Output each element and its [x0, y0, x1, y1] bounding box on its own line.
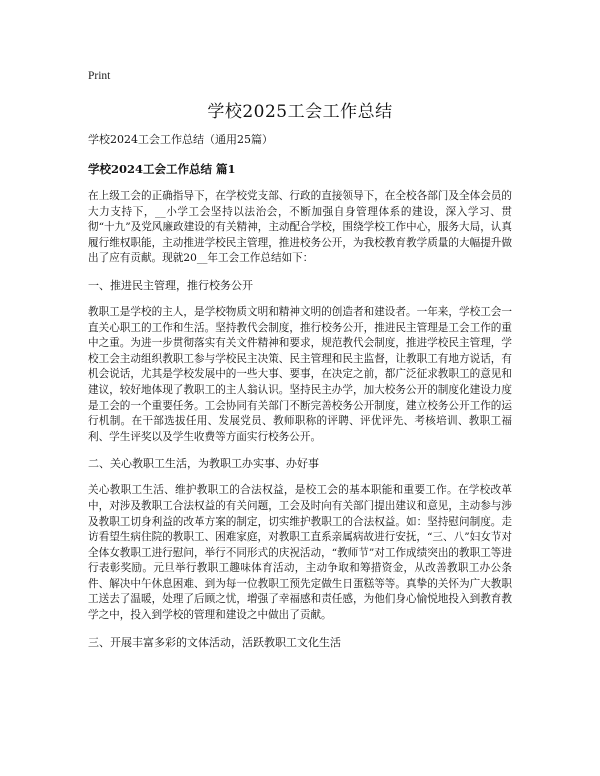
section-heading: 学校2024工会工作总结 篇1: [88, 162, 236, 176]
document-subtitle: 学校2024工会工作总结（通用25篇）: [88, 133, 273, 146]
document-title: 学校2025工会工作总结: [207, 102, 393, 122]
print-link[interactable]: Print: [88, 70, 111, 82]
paragraph-staff-welfare: 关心教职工生活、维护教职工的合法权益，是校工会的基本职能和重要工作。在学校改革中，对涉及教职工合法权益的有关问题，工会及时向有关部门提出建议和意见，主动参与涉及教职工切身利益的改革方案的制定，切实维护教职工的合法权益。如：坚持慰问制度。走访看望生病住院的教职工、困难家庭，对教职工直系亲属病故进行安抚，“三、八”妇女节对全体女教职工进行慰问，举行不同形式的庆祝活动，“教师节”对工作成绩突出的教职工等进行表彰奖励。元旦举行教职工趣味体育活动，主动争取和筹措资金，从改善教职工办公条件、解决中午休息困难、到为每一位教职工预先定做生日蛋糕等等。真挚的关怀为广大教职工送去了温暖，处理了后顾之忧，增强了幸福感和责任感，为他们身心愉悦地投入到教育教学之中，投入到学校的管理和建设之中做出了贡献。: [88, 484, 512, 622]
heading-cultural-activities: 三、开展丰富多彩的文体活动，活跃教职工文化生活: [88, 635, 341, 649]
document-body: [88, 132, 512, 662]
heading-staff-welfare: 二、关心教职工生活，为教职工办实事、办好事: [88, 457, 319, 471]
heading-democratic-management: 一、推进民主管理，推行校务公开: [88, 278, 253, 292]
paragraph-democratic-management: 教职工是学校的主人，是学校物质文明和精神文明的创造者和建设者。一年来，学校工会一直关心职工的工作和生活。坚持教代会制度，推行校务公开，推进民主管理是工会工作的重中之重。为进一步贯彻落实有关文件精神和要求，规范教代会制度，推进学校民主管理，学校工会主动组织教职工参与学校民主决策、民主管理和民主监督，让教职工有地方说话，有机会说话，尤其是学校发展中的一些大事、要事，在决定之前，都广泛征求教职工的意见和建议，较好地体现了教职工的主人翁认识。坚持民主办学，加大校务公开的制度化建设力度是工会的一个重要任务。工会协同有关部门不断完善校务公开制度，建立校务公开工作的运行机制。在干部选拔任用、发展党员、教师职称的评聘、评优评先、考核培训、教职工福利、学生评奖以及学生收费等方面实行校务公开。: [88, 305, 512, 443]
intro-paragraph: 在上级工会的正确指导下，在学校党支部、行政的直接领导下，在全校各部门及全体会员的大力支持下，__小学工会坚持以法治会，不断加强自身管理体系的建设，深入学习、贯彻“十九”及党风廉政建设的有关精神，主动配合学校，围绕学校工作中心，服务大局，认真履行维权职能，主动推进学校民主管理，推进校务公开，为我校教育教学质量的大幅提升做出了应有贡献。现就20__年工会工作总结如下：: [88, 190, 512, 265]
